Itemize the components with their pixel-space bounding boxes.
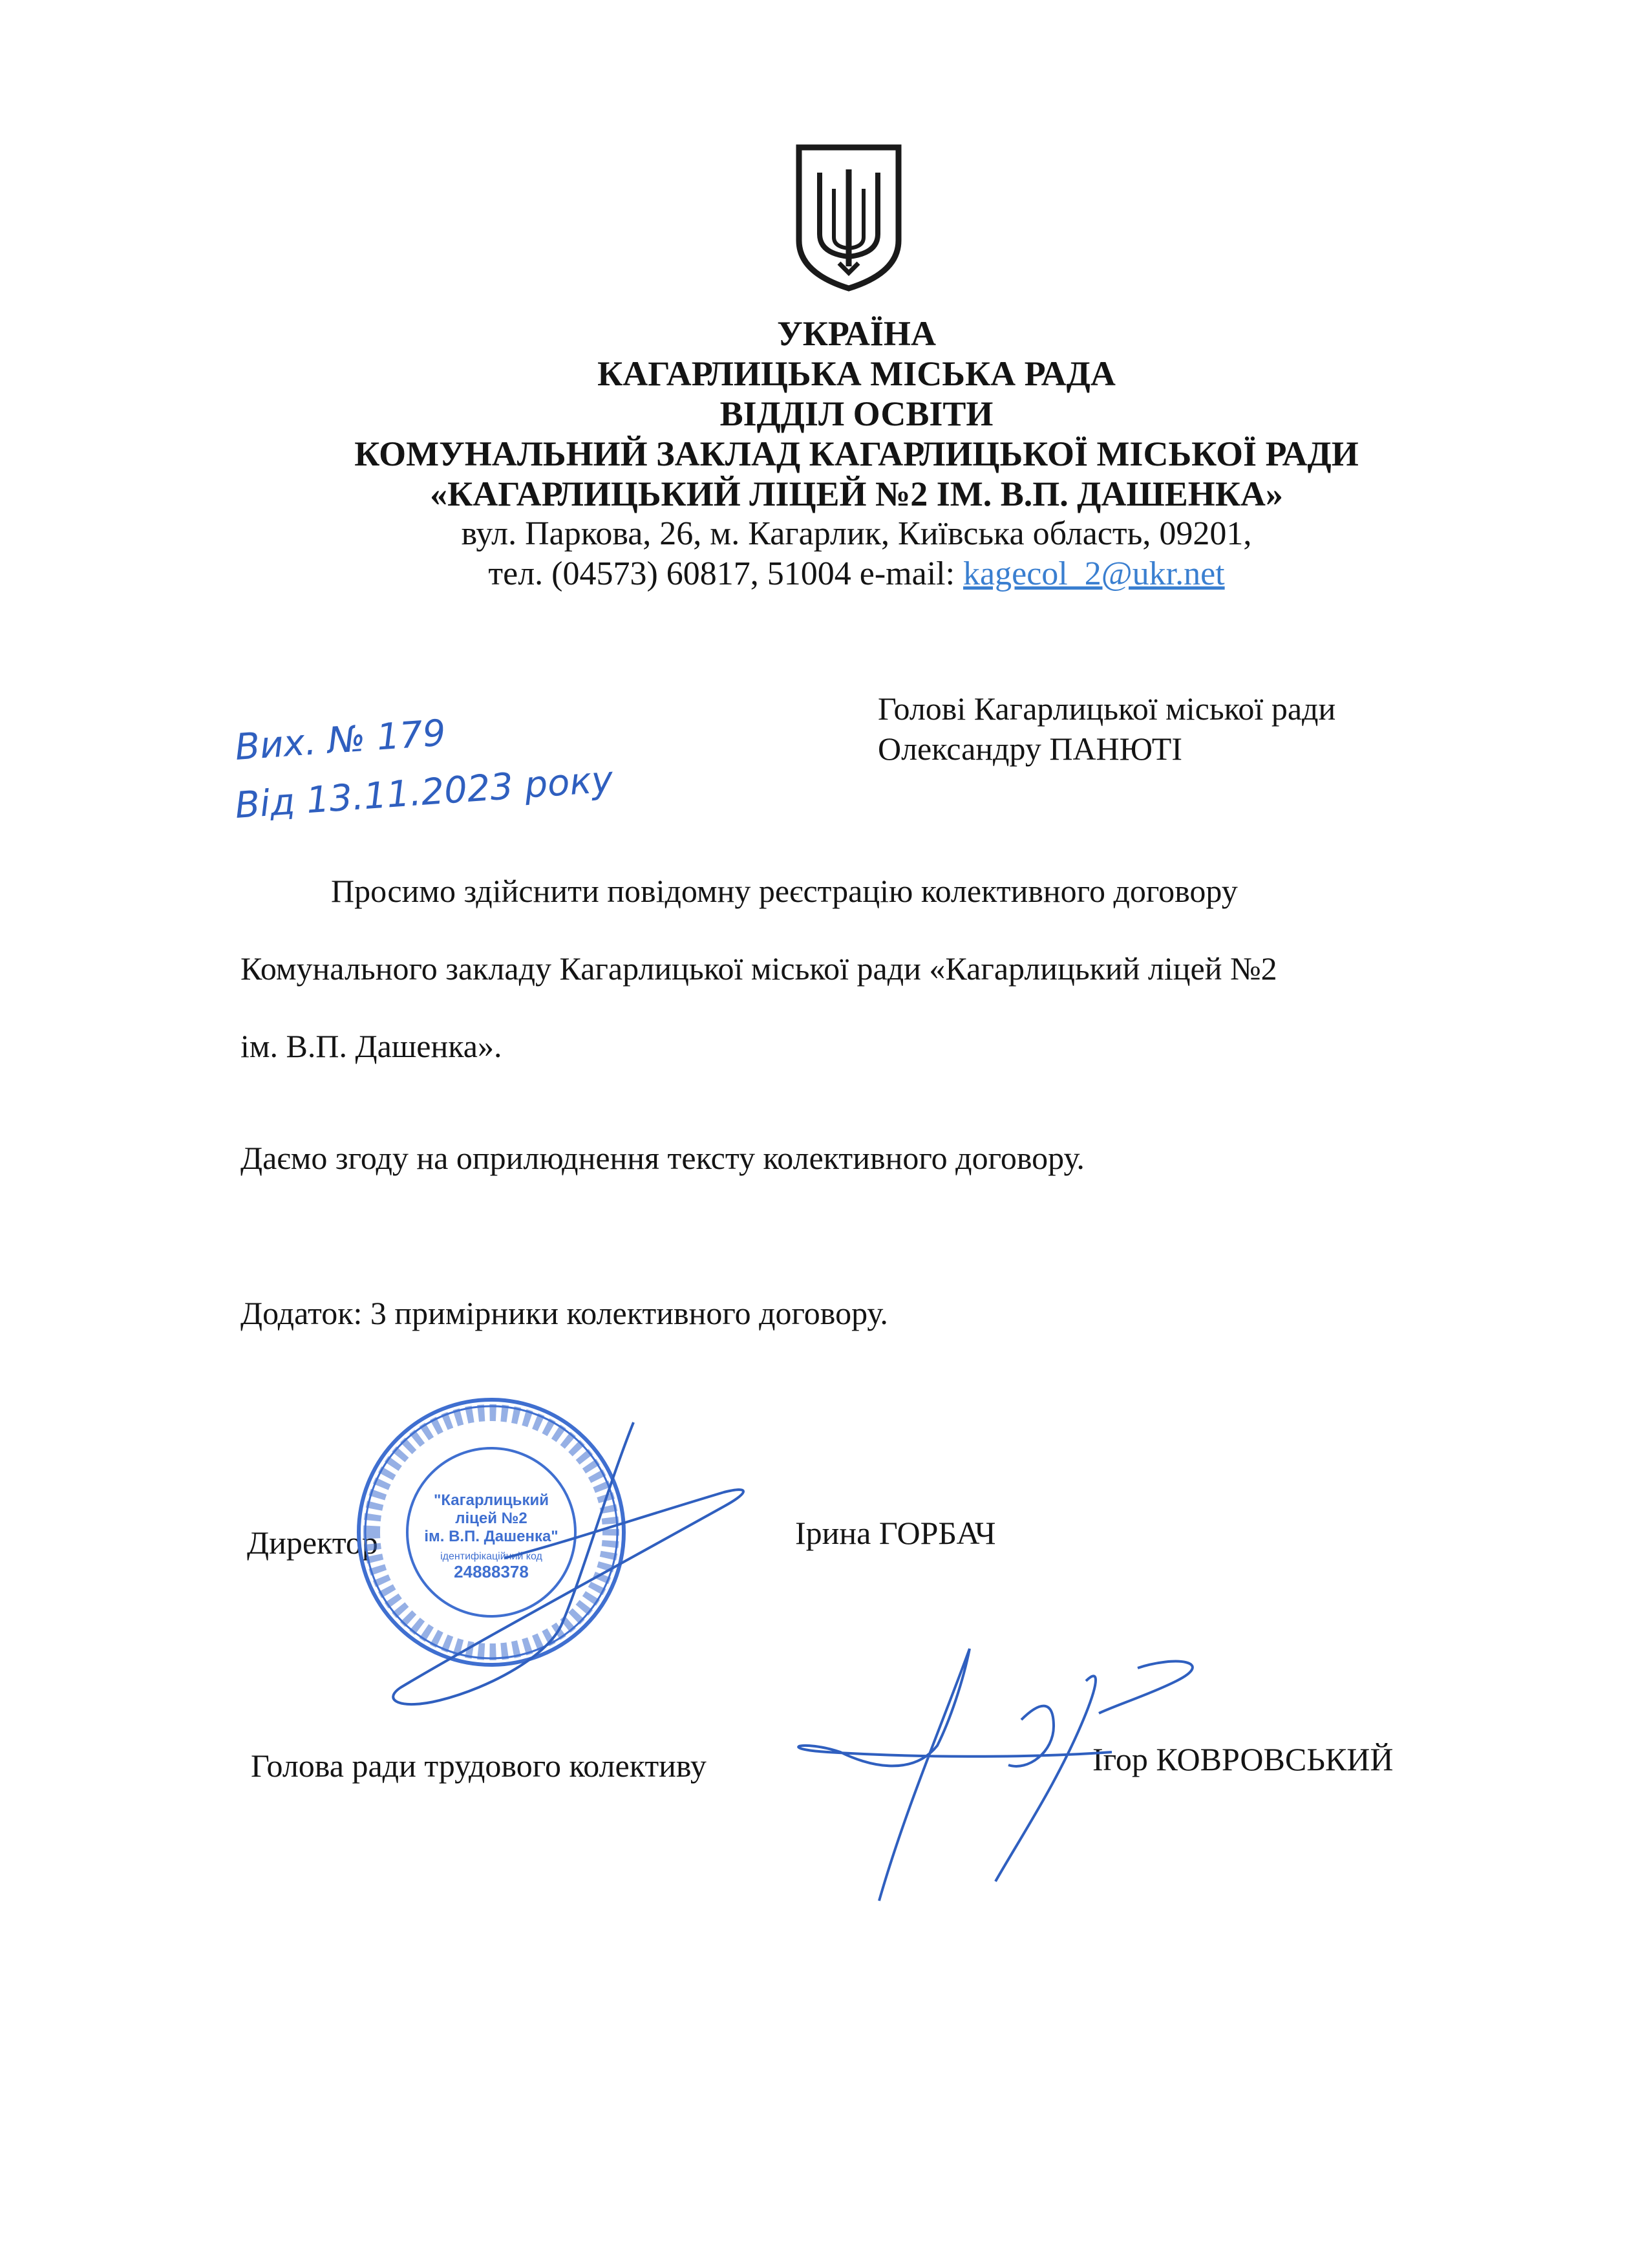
council-head-signature <box>750 1642 1241 1914</box>
letterhead-institution: КОМУНАЛЬНИЙ ЗАКЛАД КАГАРЛИЦЬКОЇ МІСЬКОЇ РАДИ <box>354 434 1359 473</box>
letterhead-country: УКРАЇНА <box>777 314 936 353</box>
seal-inner-line-4: ідентифікаційний код <box>440 1551 542 1562</box>
council-head-label: Голова ради трудового колективу <box>251 1748 707 1784</box>
letterhead-council: КАГАРЛИЦЬКА МІСЬКА РАДА <box>597 354 1116 393</box>
handwritten-date: Від 13.11.2023 року <box>233 758 615 827</box>
request-line-1: Просимо здійснити повідомну реєстрацію колективного договору <box>331 873 1238 909</box>
attachment-paragraph: Додаток: 3 примірники колективного договору. <box>240 1295 888 1331</box>
request-paragraph <box>240 852 1277 1085</box>
handwritten-registration-mark <box>229 708 760 863</box>
letterhead-address: вул. Паркова, 26, м. Кагарлик, Київська область, 09201, <box>461 515 1252 552</box>
seal-inner-line-3: ім. В.П. Дашенка" <box>424 1528 559 1545</box>
seal-inner-line-5: 24888378 <box>454 1562 529 1581</box>
addressee-name: Олександру ПАНЮТІ <box>878 731 1182 767</box>
trident-emblem-icon <box>794 144 904 292</box>
request-line-2: Комунального закладу Кагарлицької міської ради «Кагарлицький ліцей №2 <box>240 950 1277 987</box>
director-label: Директор <box>247 1524 378 1561</box>
letterhead <box>0 314 1649 594</box>
seal-inner-line-2: ліцей №2 <box>455 1510 527 1527</box>
director-name: Ірина ГОРБАЧ <box>795 1515 996 1551</box>
letterhead-contacts <box>0 554 1649 594</box>
addressee-block <box>878 689 1335 769</box>
letterhead-department: ВІДДІЛ ОСВІТИ <box>719 394 994 433</box>
consent-paragraph: Даємо згоду на оприлюднення тексту колективного договору. <box>240 1140 1085 1176</box>
letterhead-school-name: «КАГАРЛИЦЬКИЙ ЛІЦЕЙ №2 ІМ. В.П. ДАШЕНКА» <box>430 475 1283 513</box>
letterhead-phone: тел. (04573) 60817, 51004 e-mail: <box>488 555 964 592</box>
handwritten-outgoing-number: Вих. № 179 <box>233 712 447 769</box>
seal-inner-line-1: "Кагарлицький <box>433 1492 549 1509</box>
request-line-3: ім. В.П. Дашенка». <box>240 1028 502 1064</box>
email-link[interactable]: kagecol_2@ukr.net <box>963 555 1225 592</box>
addressee-title: Голові Кагарлицької міської ради <box>878 690 1336 727</box>
council-head-name: Ігор КОВРОВСЬКИЙ <box>1092 1741 1394 1777</box>
director-signature <box>362 1409 763 1746</box>
